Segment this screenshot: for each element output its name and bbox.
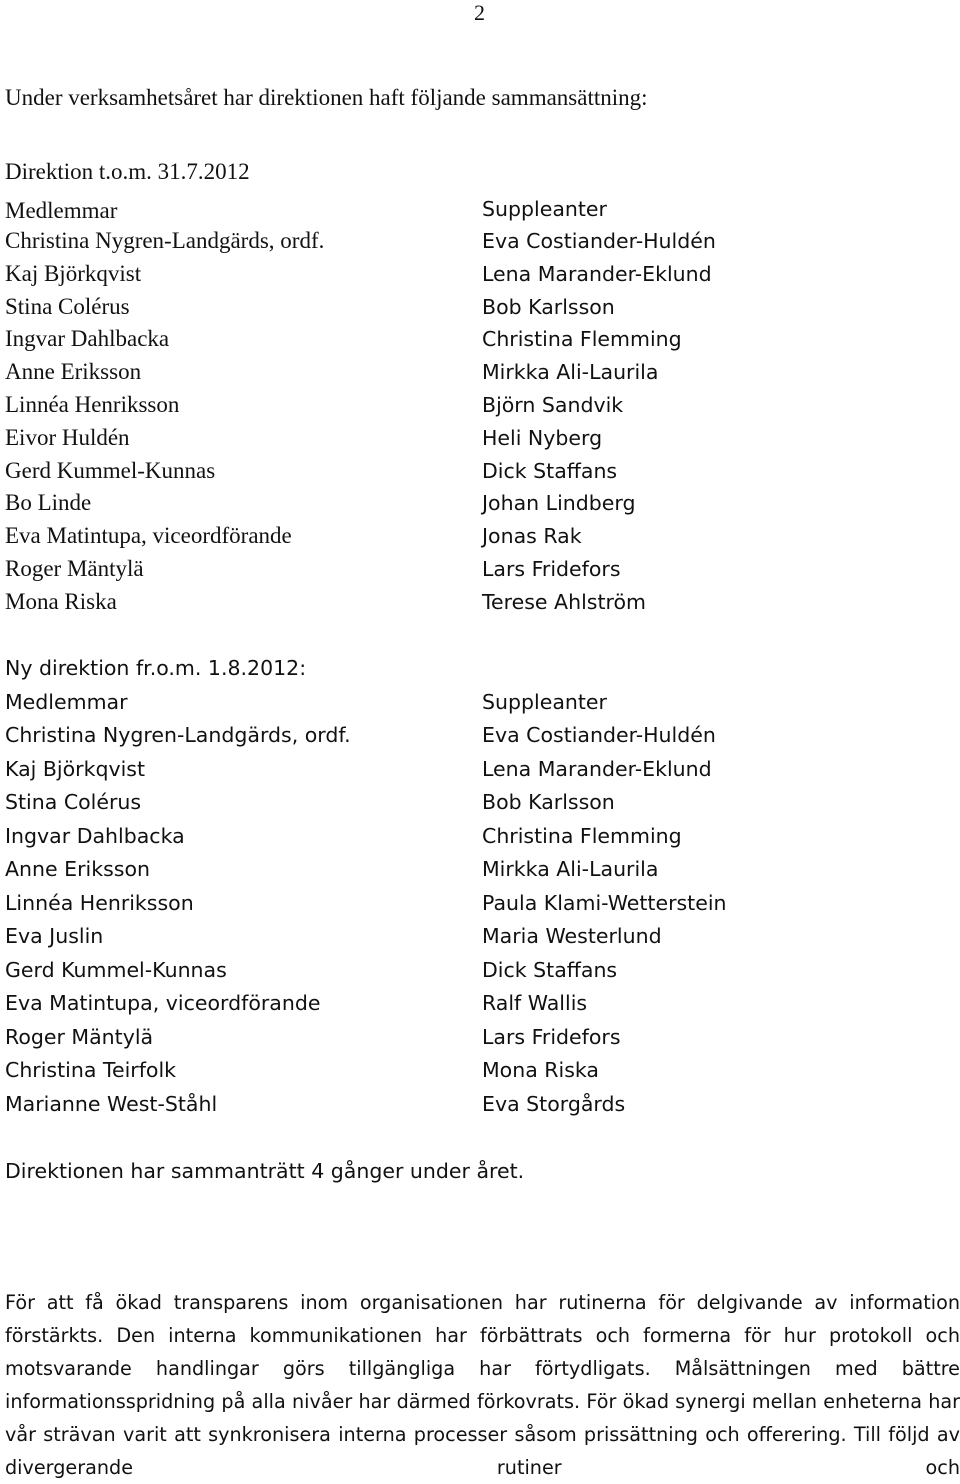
deputy-name: Dick Staffans [482, 458, 618, 483]
member-name: Mona Riska [5, 588, 117, 614]
intro-text: Under verksamhetsåret har direktionen haft följande sammansättning: [5, 85, 648, 110]
page-number: 2 [474, 0, 485, 25]
member-name: Bo Linde [5, 490, 92, 516]
deputy-name: Lars Fridefors [482, 1024, 621, 1049]
deputy-name: Eva Storgårds [482, 1091, 626, 1116]
member-name: Kaj Björkqvist [5, 756, 146, 781]
deputy-name: Bob Karlsson [482, 294, 615, 319]
deputy-name: Christina Flemming [482, 327, 682, 352]
member-name: Linnéa Henriksson [5, 890, 194, 915]
member-name: Eva Juslin [5, 924, 104, 948]
deputy-name: Lars Fridefors [482, 556, 621, 581]
deputy-name: Mirkka Ali-Laurila [482, 360, 659, 385]
member-name: Eva Matintupa, viceordförande [5, 991, 321, 1015]
deputy-name: Maria Westerlund [482, 924, 662, 948]
body-paragraph: För att få ökad transparens inom organisationen har rutinerna för delgivande av information förstärkts. Den interna kommunikationen har förbättrats och formerna för hur protokoll och motsvarande handlingar görs tillgängliga har förtydligats. Målsättningen med bättre informationsspridning på alla nivåer har därmed förkovrats. För ökad synergi mellan enheterna har vår strävan varit att synkronisera interna processer såsom prissättning och offerering. Till följd av divergerande rutiner och [5, 1291, 960, 1479]
member-name: Eivor Huldén [5, 424, 130, 450]
deputy-name: Mona Riska [482, 1058, 599, 1082]
board-2012-deputies-list [482, 225, 716, 619]
board-new-deputies-label: Suppleanter [482, 690, 607, 714]
board-2012-heading: Direktion t.o.m. 31.7.2012 [5, 159, 250, 184]
member-name: Christina Teirfolk [5, 1058, 177, 1082]
deputy-name: Lena Marander-Eklund [482, 756, 712, 781]
member-name: Ingvar Dahlbacka [5, 326, 170, 352]
board-new-members-list [5, 719, 351, 1121]
board-2012-deputies-label: Suppleanter [482, 197, 607, 221]
deputy-name: Björn Sandvik [482, 392, 624, 417]
member-name: Christina Nygren-Landgärds, ordf. [5, 723, 351, 747]
deputy-name: Eva Costiander-Huldén [482, 723, 716, 747]
deputy-name: Terese Ahlström [482, 589, 646, 614]
member-name: Kaj Björkqvist [5, 260, 142, 286]
member-name: Stina Colérus [5, 293, 130, 319]
member-name: Anne Eriksson [5, 857, 150, 881]
member-name: Stina Colérus [5, 790, 142, 814]
member-name: Eva Matintupa, viceordförande [5, 523, 292, 549]
deputy-name: Johan Lindberg [482, 491, 636, 516]
member-name: Ingvar Dahlbacka [5, 823, 185, 848]
deputy-name: Christina Flemming [482, 823, 682, 848]
board-new-deputies-list [482, 719, 727, 1121]
member-name: Roger Mäntylä [5, 555, 144, 581]
member-name: Anne Eriksson [5, 359, 142, 385]
deputy-name: Eva Costiander-Huldén [482, 229, 716, 253]
deputy-name: Paula Klami-Wetterstein [482, 890, 727, 915]
member-name: Gerd Kummel-Kunnas [5, 457, 216, 483]
board-2012-members-label: Medlemmar [5, 198, 118, 223]
member-name: Gerd Kummel-Kunnas [5, 957, 227, 982]
member-name: Marianne West-Ståhl [5, 1091, 218, 1116]
deputy-name: Jonas Rak [482, 524, 582, 549]
deputy-name: Ralf Wallis [482, 991, 588, 1015]
meetings-text: Direktionen har sammanträtt 4 gånger under året. [5, 1159, 525, 1183]
member-name: Christina Nygren-Landgärds, ordf. [5, 228, 325, 253]
deputy-name: Lena Marander-Eklund [482, 261, 712, 286]
deputy-name: Dick Staffans [482, 957, 618, 982]
board-new-members-label: Medlemmar [5, 690, 128, 714]
deputy-name: Bob Karlsson [482, 790, 615, 814]
member-name: Roger Mäntylä [5, 1024, 154, 1049]
deputy-name: Heli Nyberg [482, 425, 603, 450]
member-name: Linnéa Henriksson [5, 391, 180, 417]
board-2012-members-list [5, 225, 324, 619]
board-new-heading: Ny direktion fr.o.m. 1.8.2012: [5, 656, 307, 680]
deputy-name: Mirkka Ali-Laurila [482, 857, 659, 881]
